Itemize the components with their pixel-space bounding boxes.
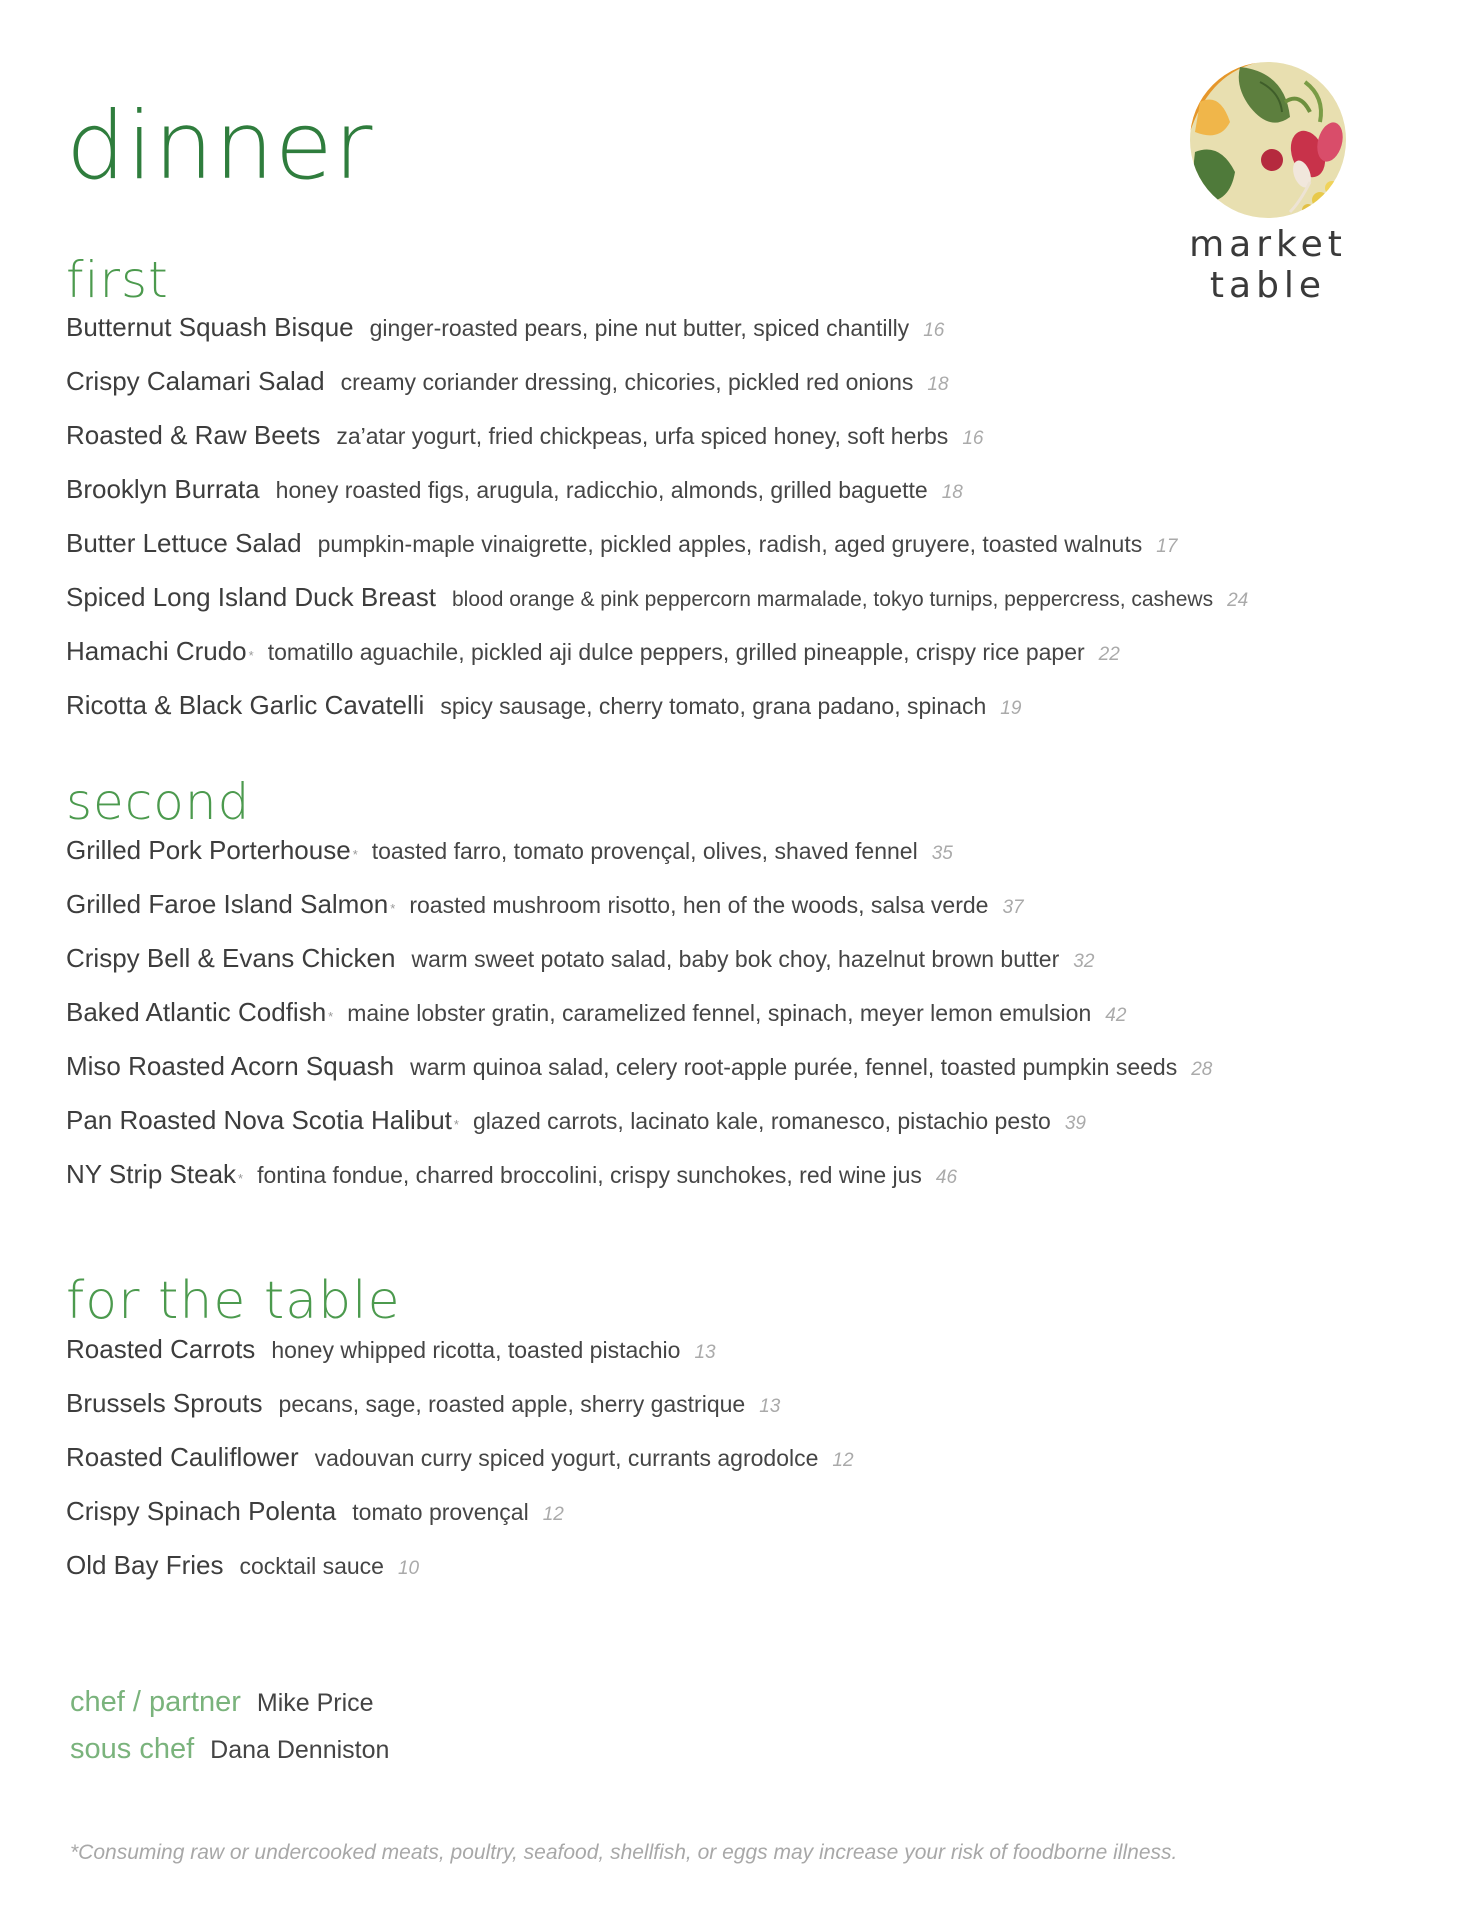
menu-item — [66, 943, 1424, 997]
item-price: 19 — [1000, 698, 1022, 719]
raw-warning-star: * — [328, 1009, 334, 1024]
item-name: Roasted Carrots — [66, 1334, 256, 1364]
item-price: 10 — [397, 1558, 420, 1579]
item-name: Ricotta & Black Garlic Cavatelli — [66, 690, 425, 720]
item-description: honey roasted figs, arugula, radicchio, almonds, grilled baguette — [275, 477, 928, 503]
raw-warning-star: * — [390, 901, 396, 916]
item-name: Butter Lettuce Salad — [66, 528, 302, 558]
menu-item — [66, 582, 1424, 636]
item-price: 18 — [941, 482, 963, 503]
menu-item — [66, 1388, 1424, 1442]
item-price: 13 — [694, 1342, 716, 1363]
item-name: Roasted & Raw Beets — [66, 420, 321, 450]
credit-name: Dana Denniston — [210, 1736, 390, 1764]
item-description: glazed carrots, lacinato kale, romanesco, pistachio pesto — [472, 1108, 1051, 1134]
raw-warning-star: * — [352, 847, 358, 862]
item-description: maine lobster gratin, caramelized fennel, spinach, meyer lemon emulsion — [347, 1000, 1092, 1026]
item-name: Roasted Cauliflower — [66, 1442, 299, 1472]
item-price: 12 — [832, 1450, 854, 1471]
vegetable-illustration-icon — [1190, 62, 1346, 218]
item-description: tomatillo aguachile, pickled aji dulce peppers, grilled pineapple, crispy rice paper — [267, 639, 1085, 665]
item-price: 16 — [923, 320, 945, 341]
sides-list — [66, 1334, 1424, 1604]
item-name: Spiced Long Island Duck Breast — [66, 582, 436, 612]
item-description: toasted farro, tomato provençal, olives, shaved fennel — [371, 838, 918, 864]
credit-role: sous chef — [70, 1733, 195, 1765]
item-description: pecans, sage, roasted apple, sherry gastrique — [278, 1391, 746, 1417]
raw-warning-star: * — [453, 1117, 459, 1132]
item-description: za’atar yogurt, fried chickpeas, urfa spiced honey, soft herbs — [336, 423, 949, 449]
item-description: honey whipped ricotta, toasted pistachio — [271, 1337, 681, 1363]
item-name: Butternut Squash Bisque — [66, 312, 354, 342]
item-name: Miso Roasted Acorn Squash — [66, 1051, 395, 1081]
menu-item — [66, 835, 1424, 889]
credit-role: chef / partner — [70, 1686, 241, 1718]
item-description: fontina fondue, charred broccolini, crispy sunchokes, red wine jus — [257, 1162, 922, 1188]
raw-warning-star: * — [238, 1171, 244, 1186]
item-name: Brooklyn Burrata — [66, 474, 260, 504]
item-price: 46 — [935, 1167, 958, 1188]
menu-item — [66, 636, 1424, 690]
item-price: 17 — [1156, 536, 1178, 557]
item-name: NY Strip Steak — [66, 1159, 237, 1189]
credit-row-sous-chef — [70, 1733, 389, 1780]
menu-item — [66, 997, 1424, 1051]
item-name: Grilled Faroe Island Salmon — [66, 889, 389, 919]
menu-item — [66, 1105, 1424, 1159]
item-price: 42 — [1105, 1005, 1127, 1026]
section-title-for-the-table: for the table — [66, 1271, 401, 1331]
menu-item — [66, 420, 1424, 474]
raw-warning-star: * — [248, 648, 254, 663]
item-price: 22 — [1098, 644, 1120, 665]
menu-item — [66, 1159, 1424, 1213]
item-description: blood orange & pink peppercorn marmalade, tokyo turnips, peppercress, cashews — [452, 588, 1214, 611]
staff-credits — [70, 1686, 389, 1780]
brand-name: market table — [1189, 224, 1347, 306]
second-course-list — [66, 835, 1424, 1213]
item-price: 35 — [931, 843, 953, 864]
menu-item — [66, 312, 1424, 366]
item-price: 18 — [927, 374, 949, 395]
item-name: Brussels Sprouts — [66, 1388, 263, 1418]
item-description: creamy coriander dressing, chicories, pickled red onions — [340, 369, 914, 395]
item-price: 32 — [1073, 951, 1095, 972]
first-course-list — [66, 312, 1424, 744]
menu-item — [66, 1051, 1424, 1105]
section-title-first: first — [66, 251, 169, 309]
credit-row-chef — [70, 1686, 389, 1733]
item-description: roasted mushroom risotto, hen of the woods, salsa verde — [409, 892, 989, 918]
item-price: 24 — [1227, 590, 1249, 611]
item-name: Crispy Spinach Polenta — [66, 1496, 337, 1526]
item-description: spicy sausage, cherry tomato, grana padano, spinach — [440, 693, 987, 719]
menu-item — [66, 366, 1424, 420]
item-description: warm quinoa salad, celery root-apple purée, fennel, toasted pumpkin seeds — [410, 1054, 1178, 1080]
market-table-logo — [1128, 58, 1408, 306]
item-name: Grilled Pork Porterhouse — [66, 835, 351, 865]
item-description: cocktail sauce — [239, 1553, 384, 1579]
item-name: Baked Atlantic Codfish — [66, 997, 327, 1027]
menu-item — [66, 1496, 1424, 1550]
menu-item — [66, 690, 1424, 744]
page-title: dinner — [66, 92, 374, 201]
item-description: tomato provençal — [352, 1499, 529, 1525]
item-name: Crispy Calamari Salad — [66, 366, 325, 396]
health-advisory-footnote: *Consuming raw or undercooked meats, poultry, seafood, shellfish, or eggs may increase your risk of foodborne illness. — [70, 1841, 1178, 1864]
menu-item — [66, 1550, 1424, 1604]
item-price: 13 — [759, 1396, 781, 1417]
item-name: Hamachi Crudo — [66, 636, 247, 666]
item-price: 37 — [1002, 897, 1024, 918]
item-price: 12 — [542, 1504, 564, 1525]
menu-item — [66, 528, 1424, 582]
item-name: Old Bay Fries — [66, 1550, 224, 1580]
item-name: Pan Roasted Nova Scotia Halibut — [66, 1105, 452, 1135]
item-description: vadouvan curry spiced yogurt, currants agrodolce — [314, 1445, 819, 1471]
item-description: warm sweet potato salad, baby bok choy, hazelnut brown butter — [411, 946, 1060, 972]
credit-name: Mike Price — [256, 1689, 374, 1717]
menu-item — [66, 889, 1424, 943]
item-price: 16 — [962, 428, 984, 449]
menu-item — [66, 1334, 1424, 1388]
item-description: ginger-roasted pears, pine nut butter, spiced chantilly — [369, 315, 910, 341]
item-price: 28 — [1191, 1059, 1213, 1080]
item-name: Crispy Bell & Evans Chicken — [66, 943, 396, 973]
item-price: 39 — [1064, 1113, 1086, 1134]
menu-item — [66, 1442, 1424, 1496]
menu-item — [66, 474, 1424, 528]
section-title-second: second — [66, 773, 251, 831]
item-description: pumpkin-maple vinaigrette, pickled apples, radish, aged gruyere, toasted walnuts — [317, 531, 1143, 557]
